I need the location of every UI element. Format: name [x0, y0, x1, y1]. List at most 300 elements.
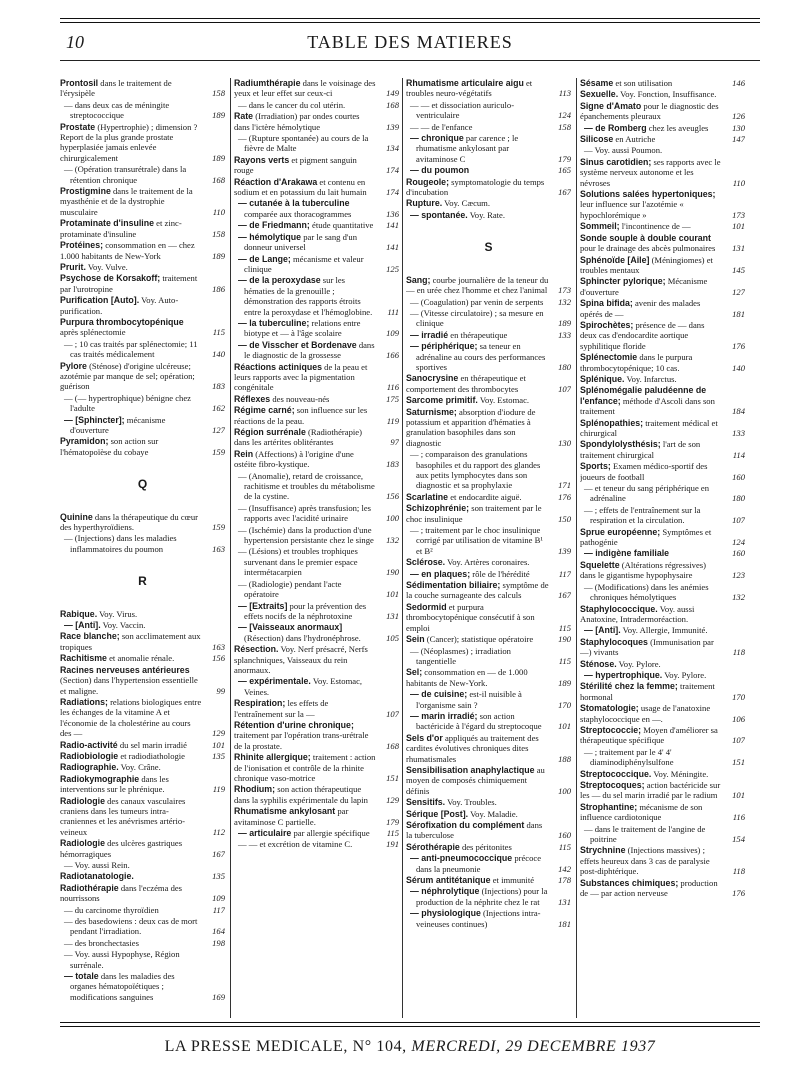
entry-term: — indigène familiale — [584, 548, 670, 559]
entry-term: Squelette — [580, 559, 620, 570]
index-entry — [60, 949, 225, 970]
entry-term: Sésame — [580, 78, 614, 88]
entry-term: Radiotanatologie. — [60, 871, 134, 882]
entry-term: Sports; — [580, 461, 611, 472]
entry-page-number: 99 — [216, 685, 225, 696]
index-entry — [580, 747, 745, 768]
index-entry — [60, 436, 225, 457]
index-entry — [60, 361, 225, 392]
entry-page-number: 115 — [386, 828, 399, 839]
entry-description: (Altérations régressives) dans le gigantisme hypophysaire — [580, 559, 707, 581]
index-entry — [580, 637, 745, 658]
entry-description: leur influence sur l'azotémie « hypochlorémique » — [580, 199, 684, 220]
entry-page-number: 130 — [558, 437, 571, 448]
index-entry — [234, 232, 399, 253]
entry-page-number: 135 — [212, 750, 225, 761]
entry-page-number: 107 — [386, 708, 399, 719]
entry-page-number: 169 — [212, 991, 225, 1002]
entry-term: Radiokymographie — [60, 773, 140, 784]
entry-description: — (Lésions) et troubles trophiques survenant dans le premier espace intermétacarpien — [238, 546, 358, 578]
entry-term: Rhumatisme articulaire aigu — [406, 78, 524, 88]
index-columns — [60, 78, 760, 1018]
index-entry — [234, 784, 399, 805]
index-entry — [406, 733, 571, 764]
entry-page-number: 159 — [212, 522, 225, 533]
entry-term: — la tuberculine; — [238, 317, 310, 328]
index-entry — [406, 886, 571, 907]
index-entry — [580, 78, 745, 88]
entry-page-number: 181 — [732, 308, 745, 319]
entry-description: (Cancer); statistique opératoire — [426, 634, 534, 645]
entry-page-number: 165 — [558, 165, 571, 176]
entry-term: Substances chimiques; — [580, 877, 679, 888]
index-entry — [580, 527, 745, 548]
index-entry — [406, 395, 571, 405]
entry-description: — (Vitesse circulatoire) ; sa mesure en clinique — [410, 307, 544, 329]
entry-description: (Injections massives) ; effets heureux dans 3 cas de paralysie post-diphtérique. — [580, 845, 710, 877]
entry-description: — — et dissociation auriculo-ventriculaire — [410, 99, 515, 121]
entry-term: Rayons verts — [234, 154, 290, 165]
entry-page-number: 183 — [386, 459, 399, 470]
entry-page-number: 118 — [732, 647, 745, 658]
entry-page-number: 127 — [212, 425, 225, 435]
index-entry — [234, 622, 399, 643]
entry-term: Rate — [234, 111, 254, 122]
index-entry — [406, 602, 571, 633]
entry-term: Radiothérapie — [60, 882, 119, 893]
entry-description: Symptômes et pathogénie — [580, 526, 712, 548]
entry-page-number: 119 — [212, 784, 225, 795]
index-entry — [60, 796, 225, 838]
entry-description: et anomalie rénale. — [109, 653, 175, 664]
entry-page-number: 190 — [558, 634, 571, 645]
entry-description: par le sang d'un donneur universel — [244, 231, 358, 253]
entry-description: Voy. Estomac, Veines. — [244, 676, 363, 697]
entry-page-number: 117 — [212, 904, 225, 915]
index-column-3 — [406, 78, 571, 1018]
entry-description: en Autriche — [615, 134, 656, 145]
entry-term: — marin irradié; — [410, 710, 478, 721]
entry-description: chez les aveugles — [648, 122, 709, 133]
entry-term: — chronique — [410, 133, 464, 144]
entry-term: Sinus carotidien; — [580, 156, 652, 167]
index-entry — [60, 339, 225, 360]
index-entry — [406, 689, 571, 710]
entry-term: Pylore — [60, 360, 87, 371]
index-entry — [234, 579, 399, 600]
entry-term: Sérothérapie — [406, 841, 460, 852]
index-entry — [580, 725, 745, 746]
entry-description: est-il nuisible à l'organisme sain ? — [416, 689, 522, 710]
entry-description: méthode d'Ascoli dans son traitement — [580, 395, 715, 417]
entry-description: — dans le cancer du col utérin. — [238, 99, 346, 110]
entry-page-number: 191 — [386, 839, 399, 850]
entry-term: Sein — [406, 634, 425, 645]
index-entry — [580, 802, 745, 823]
index-entry — [234, 100, 399, 110]
entry-term: Solutions salées hypertoniques; — [580, 189, 716, 200]
entry-term: — irradié — [410, 329, 449, 340]
index-entry — [234, 601, 399, 622]
entry-term: Sclérose. — [406, 557, 446, 568]
entry-term: Protéines; — [60, 240, 104, 251]
index-entry — [406, 711, 571, 732]
entry-description: dans le purpura thrombocytopénique; 10 cas. — [580, 352, 693, 373]
entry-description: (Injections intra-veineuses continues) — [416, 908, 541, 929]
index-entry — [234, 525, 399, 546]
entry-description: précoce dans la pneumonie — [416, 853, 542, 874]
entry-term: — de Friedmann; — [238, 220, 310, 231]
entry-page-number: 179 — [558, 153, 571, 164]
index-entry — [580, 221, 745, 231]
entry-page-number: 107 — [558, 383, 571, 394]
entry-page-number: 134 — [386, 143, 399, 154]
entry-term: — [Extraits] — [238, 600, 288, 611]
index-entry — [60, 240, 225, 261]
index-entry — [580, 255, 745, 276]
entry-description: mécanisme d'ouverture — [70, 414, 166, 435]
entry-description: sur les hématies de la grenouille ; démonstration des rapports étroits entre la peroxydase et l'hémoglobine. — [244, 275, 373, 317]
index-entry — [234, 806, 399, 827]
index-entry — [60, 860, 225, 870]
index-entry — [60, 774, 225, 795]
index-entry — [406, 177, 571, 198]
index-entry — [234, 828, 399, 838]
entry-page-number: 189 — [212, 250, 225, 261]
entry-page-number: 173 — [558, 285, 571, 296]
entry-term: Respiration; — [234, 698, 286, 709]
entry-term: Résection. — [234, 644, 279, 655]
index-entry — [60, 653, 225, 663]
index-entry — [580, 604, 745, 625]
entry-description: Voy. Rate. — [469, 209, 506, 220]
entry-description: — — et excrétion de vitamine C. — [238, 839, 353, 850]
entry-description: pour le drainage des abcès pulmonaires — [580, 243, 716, 254]
entry-page-number: 140 — [732, 362, 745, 373]
footer-journal: LA PRESSE MEDICALE — [164, 1038, 344, 1055]
entry-description: des ulcères gastriques hémorragiques — [60, 838, 183, 859]
entry-term: Splénique. — [580, 373, 625, 384]
entry-page-number: 117 — [558, 568, 571, 579]
entry-page-number: 115 — [558, 655, 571, 666]
index-entry — [406, 78, 571, 99]
entry-page-number: 186 — [212, 283, 225, 294]
entry-term: Sang; — [406, 274, 431, 285]
entry-description: et pigment sanguin rouge — [234, 154, 357, 176]
entry-description: et contenu en sodium et en potassium du lait humain — [234, 176, 367, 198]
entry-term: Réflexes — [234, 393, 271, 404]
index-entry — [60, 164, 225, 185]
index-entry — [60, 393, 225, 414]
entry-page-number: 168 — [386, 99, 399, 110]
entry-term: Radiations; — [60, 696, 108, 707]
entry-page-number: 133 — [558, 329, 571, 340]
entry-page-number: 146 — [732, 78, 745, 88]
entry-description: Voy. Auto-purification. — [60, 295, 179, 316]
entry-page-number: 176 — [732, 340, 745, 351]
entry-term: Splénomégalie paludéenne de l'enfance; — [580, 385, 707, 406]
entry-description: après splénectomie — [60, 327, 126, 338]
entry-page-number: 166 — [386, 350, 399, 361]
entry-term: Streptococcique. — [580, 768, 652, 779]
entry-page-number: 168 — [386, 740, 399, 751]
entry-page-number: 101 — [732, 790, 745, 801]
entry-page-number: 133 — [732, 428, 745, 438]
index-entry — [234, 220, 399, 230]
entry-term: — périphérique; — [410, 341, 478, 352]
entry-term: Sensibilisation anaphylactique — [406, 764, 535, 775]
entry-page-number: 175 — [386, 393, 399, 404]
entry-page-number: 176 — [558, 491, 571, 502]
index-entry — [580, 352, 745, 373]
entry-description: — (Anomalie), retard de croissance, rachitisme et troubles du métabolisme de la cystine. — [238, 470, 375, 502]
entry-description: — (Insuffisance) après transfusion; les rapports avec l'acidité urinaire — [238, 502, 372, 524]
index-entry — [234, 720, 399, 751]
entry-term: — articulaire — [238, 828, 292, 839]
section-letter: S — [484, 240, 493, 255]
entry-description: — Voy. aussi Hypophyse, Région surrénale. — [64, 949, 180, 970]
entry-term: Schizophrénie; — [406, 503, 470, 514]
entry-description: présence de — dans deux cas d'endocardite aortique syphilitique floride — [580, 319, 705, 351]
entry-term: Stomatologie; — [580, 703, 639, 714]
top-double-rule — [60, 18, 760, 23]
index-entry — [406, 875, 571, 885]
index-entry — [406, 842, 571, 852]
index-entry — [406, 373, 571, 394]
entry-term: — de Visscher et Bordenave — [238, 339, 357, 350]
entry-term: — anti-pneumococcique — [410, 853, 513, 864]
entry-term: — totale — [64, 971, 99, 982]
entry-term: Radiologie — [60, 838, 105, 849]
entry-page-number: 115 — [558, 622, 571, 633]
entry-description: dans les maladies des organes hématopoïétiques ; modifications sanguines — [70, 971, 175, 1002]
index-entry — [406, 330, 571, 340]
index-entry — [60, 838, 225, 859]
entry-page-number: 160 — [558, 830, 571, 841]
entry-description: — (Ischémie) dans la production d'une hypertension persistante chez le singe — [238, 524, 374, 546]
entry-page-number: 118 — [732, 866, 745, 877]
entry-term: Rabique. — [60, 608, 98, 619]
entry-page-number: 131 — [732, 243, 745, 254]
index-entry — [580, 233, 745, 254]
entry-description: et purpura thrombocytopénique consécutif à son emploi — [406, 601, 535, 633]
entry-term: — hypertrophique. — [584, 669, 663, 680]
index-entry — [60, 262, 225, 272]
entry-page-number: 189 — [212, 152, 225, 163]
entry-term: — [Vaisseaux anormaux] — [238, 622, 343, 633]
entry-page-number: 110 — [732, 177, 745, 188]
entry-term: — [Anti]. — [584, 625, 621, 636]
index-entry — [580, 89, 745, 99]
entry-page-number: 114 — [732, 449, 745, 460]
entry-description: avenir des malades opérés de — — [580, 298, 701, 319]
entry-term: Strophantine; — [580, 801, 638, 812]
entry-page-number: 180 — [732, 493, 745, 504]
entry-term: Rupture. — [406, 198, 443, 209]
entry-description: — (Néoplasmes) ; irradiation tangentielle — [410, 645, 511, 666]
index-entry — [234, 449, 399, 470]
entry-description: — (Coagulation) par venin de serpents — [410, 296, 544, 307]
index-entry — [580, 374, 745, 384]
entry-page-number: 107 — [732, 515, 745, 526]
entry-description: Moyen d'améliorer sa thérapeutique spécifique — [580, 724, 718, 746]
index-entry — [60, 762, 225, 772]
entry-term: Prostigmine — [60, 186, 111, 197]
entry-page-number: 101 — [732, 221, 745, 232]
index-entry — [406, 122, 571, 132]
index-entry — [580, 101, 745, 122]
entry-page-number: 124 — [558, 110, 571, 121]
index-entry — [406, 634, 571, 644]
entry-page-number: 101 — [386, 589, 399, 600]
entry-page-number: 149 — [386, 88, 399, 99]
entry-description: — (— hypertrophique) bénigne chez l'adulte — [64, 392, 191, 414]
entry-description: Voy. Fonction, Insuffisance. — [620, 89, 717, 100]
entry-page-number: 178 — [558, 875, 571, 886]
entry-description: — des bronchectasies — [64, 937, 139, 948]
entry-term: — expérimentale. — [238, 676, 311, 687]
entry-page-number: 160 — [732, 471, 745, 482]
entry-description: au moyen de composés chimiquement définis — [406, 764, 545, 796]
index-entry — [234, 427, 399, 448]
entry-term: Sprue européenne; — [580, 526, 661, 537]
index-entry — [234, 471, 399, 502]
entry-page-number: 100 — [558, 785, 571, 796]
entry-page-number: 156 — [386, 491, 399, 502]
entry-term: Radiologie — [60, 795, 105, 806]
entry-term: Rhinite allergique; — [234, 752, 311, 763]
entry-page-number: 126 — [732, 111, 745, 122]
entry-description: Voy. Nerf présacré, Nerfs splanchniques, Vaisseaux du rein anormaux. — [234, 644, 368, 675]
entry-description: — du carcinome thyroïdien — [64, 904, 159, 915]
entry-term: Prurit. — [60, 261, 86, 272]
entry-description: (Résection) dans l'hydronéphrose. — [244, 632, 361, 643]
entry-description: Mécanisme d'ouverture — [580, 276, 708, 297]
index-entry — [580, 625, 745, 635]
entry-description: (Méningiomes) et troubles mentaux — [580, 254, 713, 275]
index-column-1 — [60, 78, 225, 1018]
index-entry — [406, 407, 571, 449]
entry-term: Radiographie. — [60, 762, 119, 773]
entry-page-number: 174 — [386, 187, 399, 198]
entry-description: traitement hormonal — [580, 681, 715, 702]
entry-description: mécanisme et valeur clinique — [244, 253, 364, 274]
entry-term: Prostate — [60, 121, 96, 132]
entry-page-number: 115 — [212, 327, 225, 338]
entry-term: Sedormid — [406, 601, 447, 612]
entry-page-number: 145 — [732, 264, 745, 275]
entry-description: l'art de son traitement chirurgical — [580, 439, 701, 460]
entry-term: Rhumatisme ankylosant — [234, 806, 336, 817]
entry-term: Quinine — [60, 511, 93, 522]
entry-page-number: 167 — [558, 187, 571, 198]
index-entry — [60, 609, 225, 619]
entry-page-number: 198 — [212, 937, 225, 948]
entry-page-number: 111 — [387, 306, 399, 317]
entry-description: traitement par l'opération trans-urétrale de la prostate. — [234, 730, 369, 751]
entry-page-number: 181 — [558, 918, 571, 929]
entry-term: Sexuelle. — [580, 89, 619, 100]
entry-page-number: 154 — [732, 834, 745, 845]
entry-term: — de la peroxydase — [238, 275, 321, 286]
index-entry — [60, 631, 225, 652]
index-entry — [580, 418, 745, 439]
entry-description: — ; traitement par le 4' 4' diaminodiphénylsulfone — [584, 746, 674, 768]
entry-description: mécanisme de son influence cardiotonique — [580, 801, 703, 823]
index-entry — [60, 415, 225, 436]
entry-description: (Radiothérapie) dans les artérites oblitérantes — [234, 427, 362, 448]
entry-term: Sanocrysine — [406, 373, 459, 384]
index-entry — [580, 780, 745, 801]
entry-term: Sensitifs. — [406, 797, 446, 808]
entry-description: Voy. Allergie, Immunité. — [622, 625, 708, 636]
index-entry — [580, 123, 745, 133]
entry-description: (Affections) à l'origine d'une ostéite fibro-kystique. — [234, 448, 354, 470]
entry-term: — néphrolytique — [410, 886, 480, 897]
entry-term: Radiobiologie — [60, 750, 119, 761]
entry-description: Voy. Pylore. — [664, 669, 707, 680]
entry-description: Voy. Infarctus. — [626, 373, 677, 384]
index-entry — [234, 394, 399, 404]
entry-page-number: 140 — [212, 349, 225, 360]
entry-page-number: 151 — [386, 773, 399, 783]
entry-page-number: 189 — [558, 677, 571, 688]
entry-term: Sels d'or — [406, 732, 443, 743]
entry-term: Purpura thrombocytopénique — [60, 316, 184, 327]
entry-term: Pyramidon; — [60, 436, 109, 447]
entry-term: Radiumthérapie — [234, 78, 301, 88]
entry-term: Splénectomie — [580, 352, 638, 363]
entry-page-number: 131 — [558, 896, 571, 907]
index-entry — [406, 557, 571, 567]
index-entry — [580, 824, 745, 845]
entry-description: traitement : action de l'ionisation et contrôle de la rhinite chronique vaso-motrice — [234, 752, 376, 783]
entry-description: ses rapports avec le système nerveux autonome et les névroses — [580, 156, 721, 188]
entry-description: — et teneur du sang périphérique en adrénaline — [584, 483, 710, 504]
index-entry — [406, 569, 571, 579]
entry-description: et immunité — [492, 875, 535, 886]
entry-page-number: 190 — [386, 567, 399, 578]
entry-description: du sel marin irradié — [119, 739, 187, 750]
entry-description: relations entre biotype et — à l'âge scolaire — [244, 317, 361, 339]
entry-page-number: 101 — [558, 721, 571, 732]
entry-description: et troubles neuro-végétatifs — [406, 78, 533, 99]
index-entry — [580, 320, 745, 351]
index-entry — [234, 676, 399, 697]
entry-term: Région surrénale — [234, 427, 306, 437]
entry-page-number: 171 — [558, 480, 571, 491]
index-entry — [234, 644, 399, 675]
entry-description: étude quantitative — [312, 220, 374, 231]
index-entry — [60, 218, 225, 239]
entry-page-number: 147 — [732, 134, 745, 145]
entry-description: action bactéricide sur les — du sel marin irradié par le radium — [580, 780, 721, 801]
entry-page-number: 168 — [212, 174, 225, 185]
entry-page-number: 129 — [386, 794, 399, 805]
index-entry — [234, 198, 399, 219]
index-entry — [234, 155, 399, 176]
index-entry — [60, 697, 225, 739]
entry-description: relations biologiques entre les échanges de la vitamine A et l'économie de la cholestérine au cours des — — [60, 696, 202, 739]
index-entry — [60, 78, 225, 99]
index-entry — [580, 298, 745, 319]
entry-term: Sphincter pylorique; — [580, 276, 666, 287]
entry-term: Saturnisme; — [406, 406, 457, 417]
entry-page-number: 163 — [212, 641, 225, 652]
index-entry — [60, 751, 225, 761]
entry-description: dans le voisinage des yeux et leur effet sur ceux-ci — [234, 78, 376, 99]
entry-description: — dans deux cas de méningite streptococcique — [64, 99, 170, 121]
